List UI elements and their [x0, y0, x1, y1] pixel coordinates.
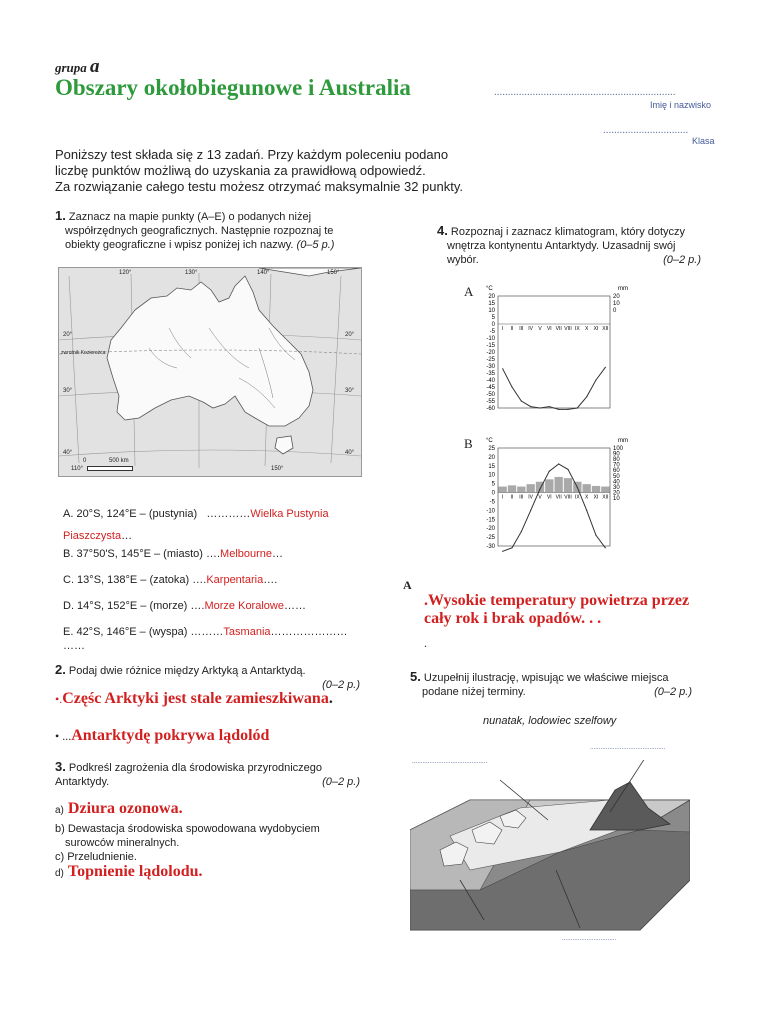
q3-option-prefix: d)	[55, 868, 64, 879]
chart-left-unit: °C	[486, 438, 493, 444]
chart-left-tick: -55	[486, 399, 495, 405]
q1-item-tail: …………………	[270, 626, 348, 638]
temperature-point	[539, 407, 540, 408]
australia-map[interactable]	[58, 267, 362, 477]
map-bottom-label: 110°	[71, 466, 83, 472]
chart-month-label: II	[510, 326, 514, 332]
temperature-point	[586, 396, 587, 397]
chart-month-label: XII	[602, 326, 609, 332]
q3-line: Podkreśl zagrożenia dla środowiska przyrodniczego	[68, 762, 323, 774]
q2-answer-2[interactable]	[55, 727, 269, 745]
q1-answer-field[interactable]: Morze Koralowe	[204, 600, 284, 612]
chart-month-label: IV	[528, 494, 534, 501]
q1-item-question: D. 14°S, 152°E – (morze)	[63, 600, 188, 612]
chart-left-tick: -15	[486, 517, 495, 524]
q3-text	[55, 760, 360, 789]
q5-text	[410, 670, 710, 699]
precip-bar	[499, 487, 507, 493]
chart-left-tick: -30	[486, 364, 495, 370]
chart-month-label: VI	[546, 326, 552, 332]
q4-text	[437, 224, 707, 267]
q2-answer-text: Częśc Arktyki jest stale zamieszkiwana	[62, 690, 329, 707]
precip-bar	[508, 485, 516, 492]
q1-item-e	[63, 625, 363, 653]
chart-a-label[interactable]: A	[464, 284, 474, 299]
australia-map-svg	[59, 268, 361, 476]
q1-item-tail: …	[272, 548, 284, 560]
map-left-label: 40°	[63, 450, 73, 456]
chart-left-tick: 5	[491, 315, 495, 321]
intro-line: liczbę punktów możliwą do uzyskania za prawidłową odpowiedź.	[55, 163, 426, 178]
q2-answer-1[interactable]	[55, 690, 333, 708]
climatogram-a	[478, 284, 642, 416]
chart-month-label: III	[519, 326, 524, 332]
chart-left-tick: -45	[486, 385, 495, 391]
q5-points: (0–2 p.)	[654, 686, 692, 698]
map-scale-bar	[87, 466, 133, 471]
chart-right-tick: 10	[613, 301, 620, 307]
chart-right-tick: 90	[613, 451, 620, 458]
chart-month-label: XI	[593, 494, 599, 501]
q1-item-d	[63, 599, 363, 625]
precip-bar	[601, 487, 609, 493]
q1-item-question: A. 20°S, 124°E – (pustynia)	[63, 508, 198, 520]
q1-answer-field[interactable]: Wielka Pustynia Piaszczysta	[63, 508, 329, 542]
chart-left-tick: -25	[486, 535, 495, 542]
chart-right-tick: 0	[613, 308, 617, 314]
q3-option-suffix: .	[198, 863, 203, 880]
q3-line: Antarktydy.	[55, 776, 110, 788]
chart-right-unit: mm	[618, 438, 628, 444]
q3-option-a[interactable]	[55, 800, 183, 818]
q1-item-c	[63, 573, 363, 599]
temperature-point	[530, 406, 531, 407]
chart-month-label: X	[584, 494, 589, 501]
chart-right-tick: 80	[613, 457, 620, 464]
intro-line: Poniższy test składa się z 13 zadań. Przy każdym poleceniu podano	[55, 147, 449, 162]
q1-item-dots: ….	[190, 600, 205, 612]
q2-text	[55, 663, 360, 692]
q1-item-question: C. 13°S, 138°E – (zatoka)	[63, 574, 190, 586]
chart-month-label: VII	[555, 494, 562, 501]
q3-option-line: surowców mineralnych.	[65, 837, 180, 849]
glacier-illustration	[410, 760, 690, 940]
intro-text	[55, 147, 463, 195]
intro-line: Za rozwiązanie całego testu możesz otrzymać maksymalnie 32 punkty.	[55, 179, 463, 194]
map-top-label: 140°	[257, 270, 270, 276]
chart-month-label: VII	[555, 326, 562, 332]
chart-left-tick: 10	[488, 472, 495, 479]
chart-left-tick: 25	[488, 446, 495, 452]
temperature-point	[558, 409, 559, 410]
map-scale-zero: 0	[83, 458, 87, 464]
map-top-label: 130°	[185, 270, 198, 276]
q1-line: obiekty geograficzne i wpisz poniżej ich nazwy.	[65, 239, 294, 251]
chart-left-tick: 20	[488, 454, 495, 461]
chart-left-tick: -50	[486, 392, 495, 398]
chart-month-label: IX	[574, 494, 580, 501]
name-label: Imię i nazwisko	[650, 100, 712, 110]
map-right-label: 30°	[345, 388, 355, 394]
precip-bar	[592, 486, 600, 493]
q1-item-tail: ….	[263, 574, 278, 586]
page-title: Obszary okołobiegunowe i Australia	[55, 75, 411, 100]
chart-left-tick: 15	[488, 301, 495, 307]
map-scale-label: 500 km	[109, 458, 129, 464]
temperature-point	[539, 488, 540, 489]
chart-left-tick: 20	[488, 294, 495, 300]
name-field[interactable]: ..................................................................	[494, 86, 676, 98]
q1-number: 1.	[55, 208, 66, 223]
q5-blank-left[interactable]: ...........................................	[412, 757, 488, 765]
temperature-point	[521, 531, 522, 532]
q1-points: (0–5 p.)	[296, 239, 335, 251]
q3-option-c[interactable]: c) Przeludnienie.	[55, 851, 137, 863]
q1-item-tail2: ……	[63, 640, 85, 652]
q4-points: (0–2 p.)	[663, 254, 701, 266]
chart-left-tick: 0	[491, 322, 495, 328]
chart-month-label: VIII	[564, 326, 572, 332]
map-right-label: 40°	[345, 450, 355, 456]
q1-item-b	[63, 547, 363, 573]
chart-month-label: XI	[593, 326, 599, 332]
chart-left-tick: -25	[486, 357, 495, 363]
chart-right-tick: 60	[613, 468, 620, 475]
chart-month-label: VIII	[564, 494, 572, 501]
q2-answer-prefix: • ...	[55, 729, 72, 743]
chart-left-tick: -30	[486, 544, 495, 550]
precip-bar	[527, 484, 535, 492]
chart-left-tick: 5	[491, 481, 495, 488]
temperature-point	[577, 487, 578, 488]
precip-bar	[517, 487, 525, 493]
q5-terms: nunatak, lodowiec szelfowy	[483, 715, 617, 727]
q1-answer-field[interactable]: Melbourne	[220, 548, 273, 560]
map-left-label: 30°	[63, 388, 73, 394]
q1-answers	[63, 503, 363, 653]
precip-bar	[555, 477, 563, 493]
q3-option-text: Topnienie lądolodu	[67, 863, 199, 880]
temperature-point	[511, 547, 512, 548]
temperature-point	[567, 409, 568, 410]
q3-points: (0–2 p.)	[322, 776, 360, 788]
q2-answer-suffix: .	[328, 690, 333, 707]
temperature-point	[502, 551, 503, 552]
q1-item-question: E. 42°S, 146°E – (wyspa)	[63, 626, 188, 638]
q2-number: 2.	[55, 662, 66, 677]
q4-answer-end: .	[424, 636, 427, 650]
temperature-point	[605, 547, 606, 548]
q1-line: Zaznacz na mapie punkty (A–E) o podanych niżej	[68, 211, 312, 223]
q2-answer-text: Antarktydę pokrywa lądolód	[71, 727, 270, 744]
chart-left-tick: -35	[486, 371, 495, 377]
q4-answer-line: .Wysokie temperatury powietrza przez	[424, 592, 690, 609]
chart-left-tick: -20	[486, 526, 495, 533]
class-field[interactable]: ...............................	[603, 124, 689, 136]
q3-option-prefix: a)	[55, 805, 64, 816]
q4-answer[interactable]	[424, 592, 724, 651]
chart-left-tick: -60	[486, 406, 495, 412]
q5-line: podane niżej terminy.	[422, 686, 526, 698]
temperature-point	[605, 367, 606, 368]
chart-month-label: I	[501, 494, 504, 501]
chart-left-tick: -20	[486, 350, 495, 356]
q1-text	[55, 209, 365, 252]
chart-month-label: X	[584, 326, 589, 332]
map-top-label: 150°	[327, 270, 340, 276]
chart-left-tick: -5	[489, 499, 495, 506]
q1-item-question: B. 37°50'S, 145°E – (miasto)	[63, 548, 203, 560]
precip-bar	[583, 484, 591, 492]
chart-month-label: VI	[546, 494, 552, 501]
chart-left-tick: 10	[488, 308, 495, 314]
temperature-point	[511, 386, 512, 387]
q2-points: (0–2 p.)	[322, 679, 360, 691]
map-left-label: 20°	[63, 332, 73, 338]
group-label: grupa a	[55, 56, 100, 77]
q1-item-dots: ………	[190, 626, 224, 638]
temperature-point	[595, 535, 596, 536]
q1-item-dots: ….	[205, 548, 221, 560]
chart-right-tick: 20	[613, 294, 620, 300]
temperature-point	[530, 510, 531, 511]
temperature-point	[502, 368, 503, 369]
temperature-point	[558, 463, 559, 464]
map-top-label: 120°	[119, 270, 132, 276]
map-right-label: 20°	[345, 332, 355, 338]
q4-line: wybór.	[447, 254, 479, 266]
chart-left-unit: °C	[486, 286, 493, 292]
map-bottom-label: 150°	[271, 466, 284, 472]
chart-month-label: I	[501, 326, 504, 332]
q3-option-line: b) Dewastacja środowiska spowodowana wydobyciem	[55, 823, 320, 835]
chart-left-tick: -10	[486, 336, 495, 342]
chart-left-tick: -40	[486, 378, 495, 384]
chart-left-tick: -5	[489, 329, 495, 335]
chart-left-tick: -15	[486, 343, 495, 349]
q1-item-dots: ….	[192, 574, 207, 586]
q4-answer-line: cały rok i brak opadów. . .	[424, 610, 602, 627]
tropic-label: zwrotnik Koziorożca	[61, 350, 106, 356]
climatogram-b	[478, 436, 642, 556]
precip-bar	[564, 478, 572, 492]
temperature-point	[521, 400, 522, 401]
chart-right-tick: 10	[613, 496, 620, 502]
chart-month-label: XII	[602, 494, 609, 501]
chart-right-tick: 100	[613, 446, 624, 452]
temperature-point	[595, 379, 596, 380]
chart-left-tick: 15	[488, 463, 495, 470]
chart-right-unit: mm	[618, 286, 628, 292]
q1-item-a	[63, 503, 363, 547]
q4-line: Rozpoznaj i zaznacz klimatogram, który dotyczy	[450, 226, 686, 238]
chart-right-tick: 70	[613, 462, 620, 469]
q1-line: współrzędnych geograficznych. Następnie rozpoznaj te	[65, 225, 334, 237]
q5-blank-bottom-right[interactable]: ...............................	[562, 934, 617, 942]
q5-number: 5.	[410, 669, 421, 684]
q5-blank-right[interactable]: ...........................................	[590, 743, 666, 751]
q2-answer-prefix: •.	[55, 692, 63, 706]
temperature-point	[577, 407, 578, 408]
q5-line: Uzupełnij ilustrację, wpisując we właściwe miejsca	[423, 672, 669, 684]
q1-item-tail: ……	[283, 600, 306, 612]
temperature-point	[549, 471, 550, 472]
q4-answer-letter[interactable]: A	[403, 578, 412, 592]
chart-month-label: IX	[574, 326, 580, 332]
q4-number: 4.	[437, 223, 448, 238]
q3-number: 3.	[55, 759, 66, 774]
chart-month-label: V	[538, 494, 542, 501]
q3-option-b[interactable]	[55, 822, 320, 850]
q3-option-d[interactable]	[55, 863, 202, 881]
q1-answer-field[interactable]: Karpentaria	[206, 574, 264, 586]
precip-bar	[545, 479, 553, 492]
chart-left-tick: -10	[486, 508, 495, 515]
chart-month-label: IV	[528, 326, 534, 332]
chart-month-label: III	[519, 494, 524, 501]
q1-answer-field[interactable]: Tasmania	[223, 626, 271, 638]
group-letter: a	[90, 56, 100, 77]
chart-left-tick: 0	[491, 490, 495, 497]
chart-month-label: II	[510, 494, 514, 501]
chart-right-tick: 30	[613, 484, 620, 491]
q2-question: Podaj dwie różnice między Arktyką a Antarktydą.	[68, 665, 306, 677]
chart-b-label[interactable]: B	[464, 436, 473, 451]
q1-item-tail: …	[121, 530, 133, 542]
chart-right-tick: 20	[613, 490, 620, 497]
chart-right-tick: 50	[613, 473, 620, 480]
q4-line: wnętrza kontynentu Antarktydy. Uzasadnij swój	[447, 240, 676, 252]
q1-item-dots: …………	[206, 508, 251, 520]
temperature-point	[567, 469, 568, 470]
chart-right-tick: 40	[613, 479, 620, 486]
class-label: Klasa	[692, 136, 715, 146]
chart-month-label: V	[538, 326, 542, 332]
temperature-point	[586, 510, 587, 511]
temperature-point	[549, 406, 550, 407]
q3-option-text: Dziura ozonowa.	[67, 800, 183, 817]
